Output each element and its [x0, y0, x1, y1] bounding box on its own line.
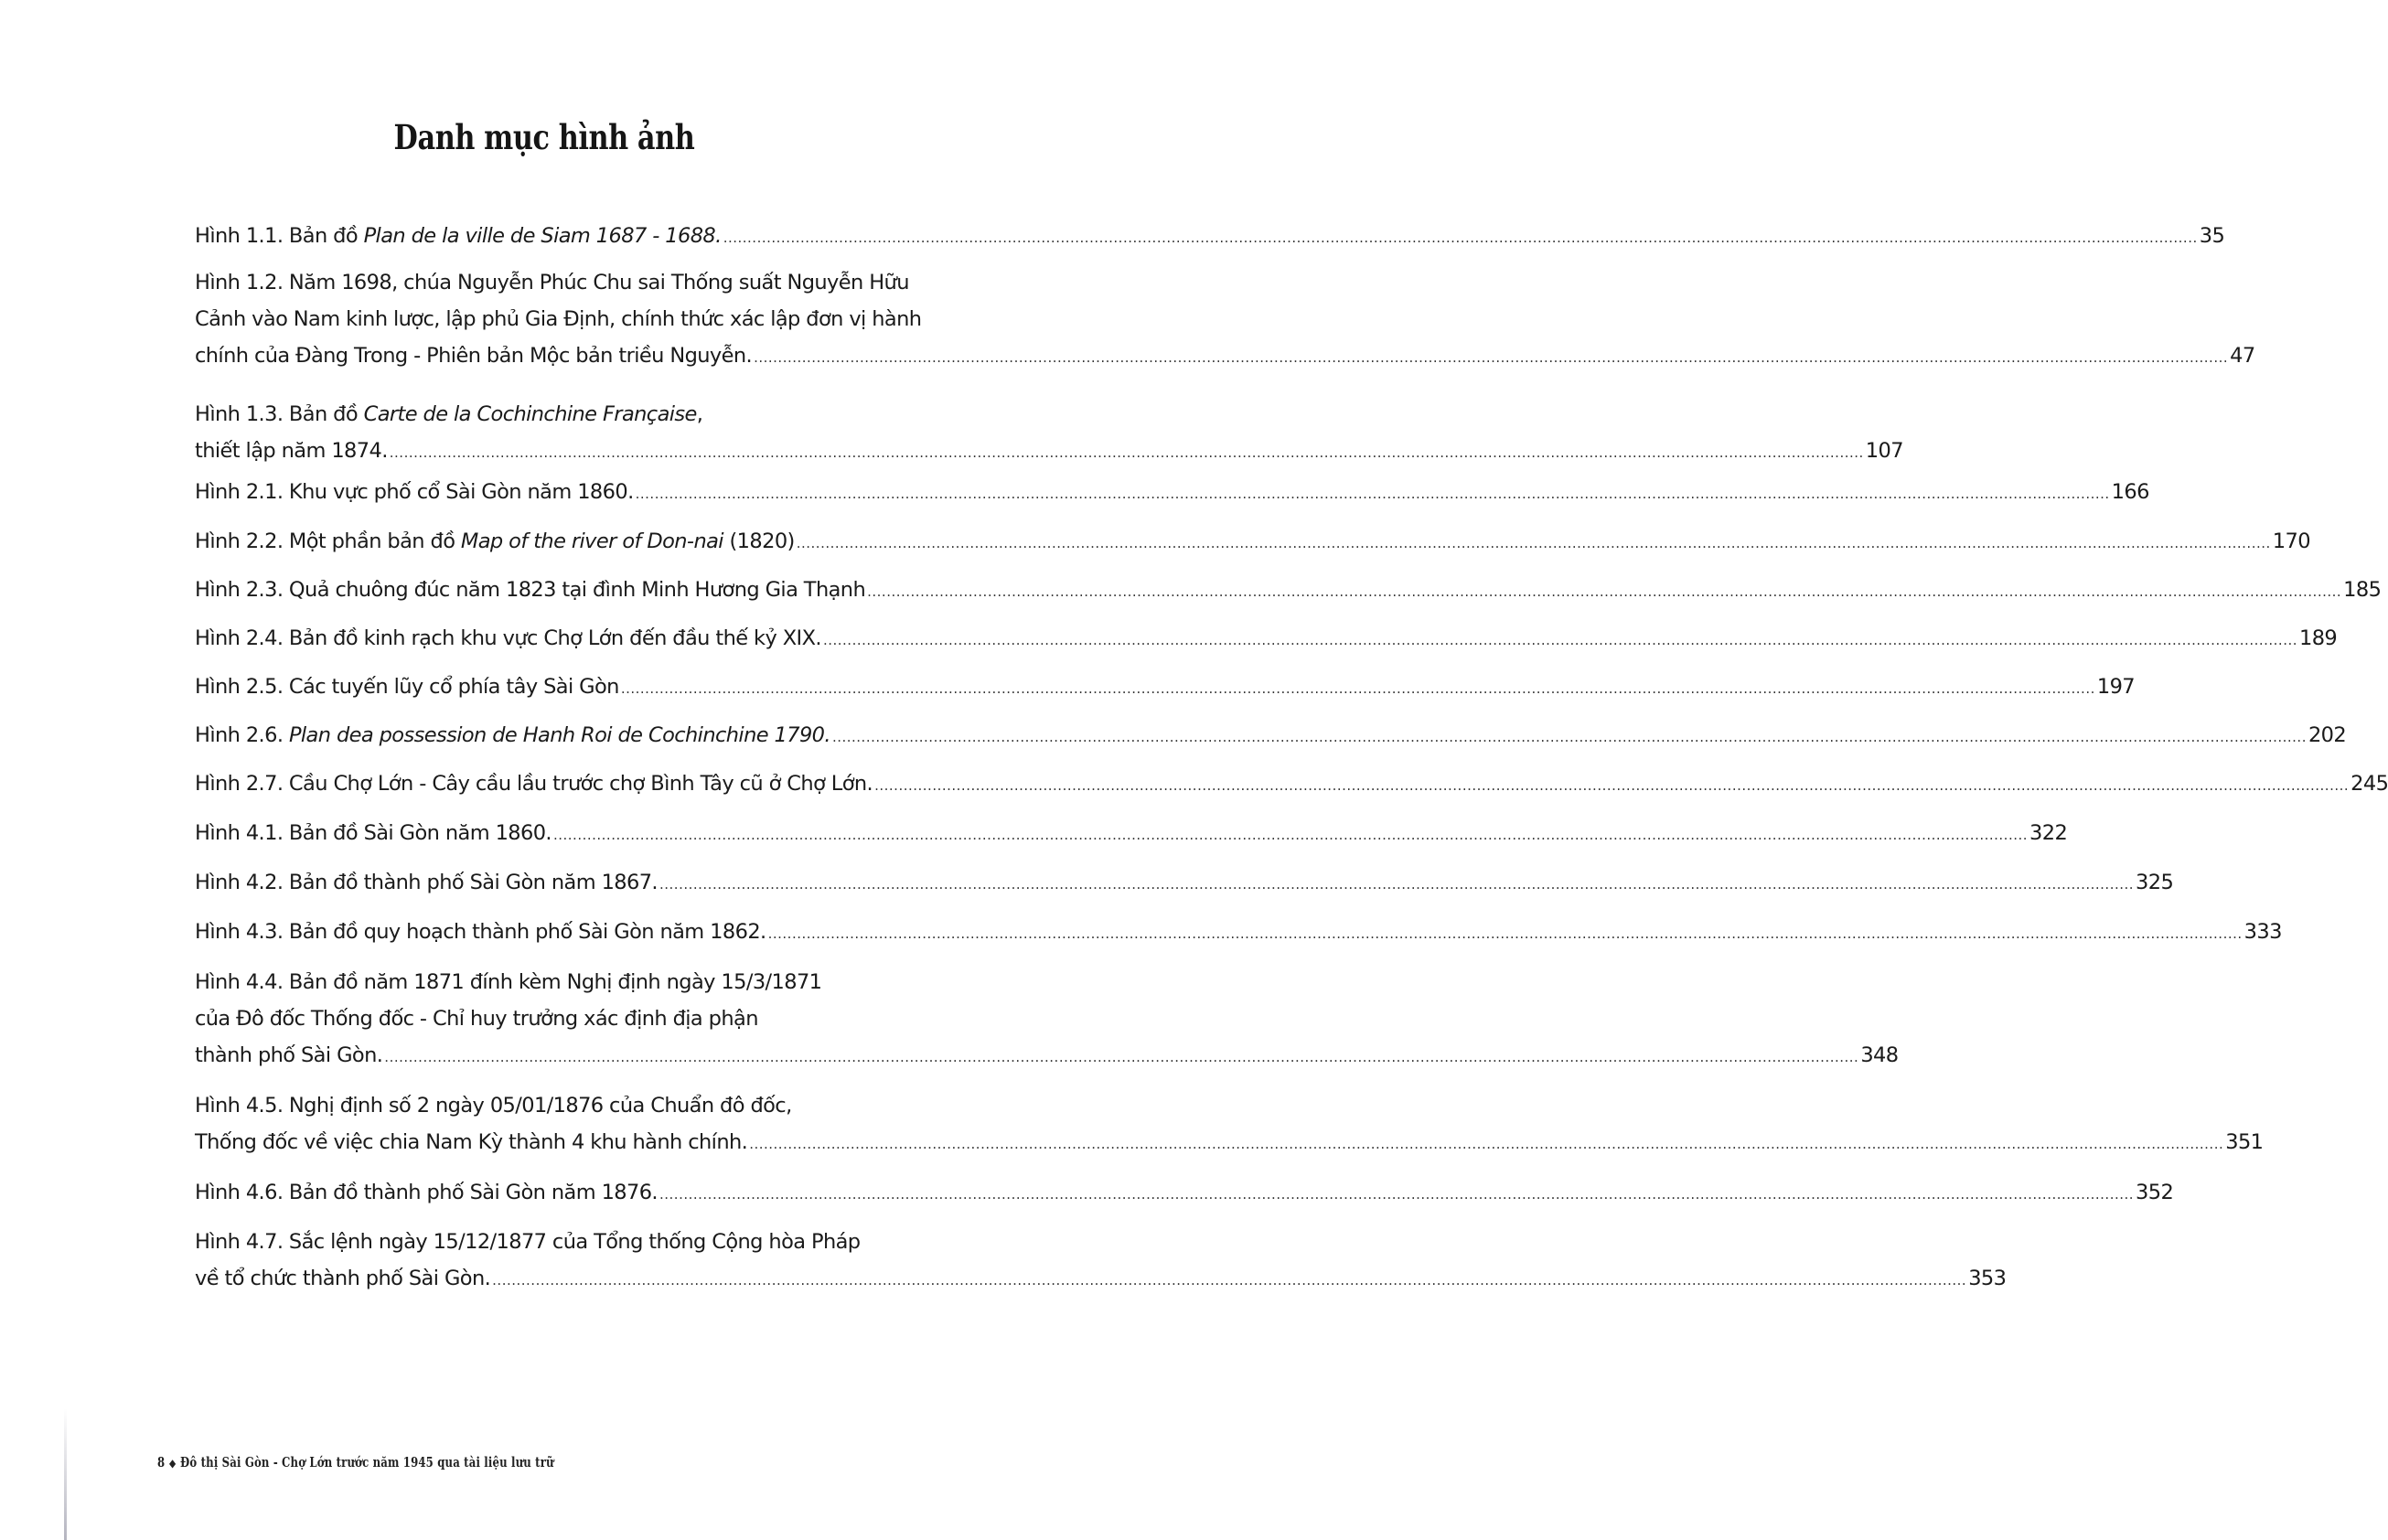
figure-page-number: 197	[2096, 675, 2136, 699]
figure-caption-run: Hình 4.6. Bản đồ thành phố Sài Gòn năm 1876.	[195, 1181, 658, 1204]
page-footer	[157, 1454, 554, 1470]
page-title: Danh mục hình ảnh	[393, 117, 695, 157]
figure-caption-run: (1820)	[723, 529, 795, 553]
dot-leader	[797, 523, 2271, 563]
dot-leader	[390, 433, 1864, 473]
figure-page-number: 47	[2230, 344, 2255, 368]
figure-caption-text	[195, 1258, 490, 1299]
figure-caption-run: Hình 2.5. Các tuyến lũy cổ phía tây Sài Gòn	[195, 675, 619, 699]
figure-caption-run: Hình 2.7. Cầu Chợ Lớn - Cây cầu lầu trước chợ Bình Tây cũ ở Chợ Lớn.	[195, 772, 873, 796]
figure-caption-text	[195, 472, 634, 512]
figure-caption-text	[195, 1230, 860, 1254]
figure-page-number: 166	[2111, 480, 2149, 504]
figure-caption-text	[195, 1007, 758, 1031]
figure-caption-run: Hình 1.1. Bản đồ	[195, 224, 364, 248]
figure-page-number: 170	[2272, 529, 2310, 553]
dot-leader	[823, 620, 2297, 660]
dot-leader	[723, 218, 2198, 258]
figure-caption-text	[195, 521, 795, 561]
figure-caption-italic: Plan dea possession de Hanh Roi de Cochinchine 1790.	[288, 723, 830, 747]
figure-caption-run: Hình 2.2. Một phần bản đồ	[195, 529, 461, 553]
figure-entry-line	[195, 962, 977, 1002]
figure-caption-run: thiết lập năm 1874.	[195, 439, 388, 463]
dot-leader	[754, 337, 2228, 378]
figure-entry-line	[195, 262, 977, 303]
dot-leader	[384, 1037, 1858, 1077]
figure-caption-text	[195, 618, 821, 658]
figure-page-number: 189	[2299, 626, 2338, 650]
footer-book-title: Đô thị Sài Gòn - Chợ Lớn trước năm 1945 qua tài liệu lưu trữ	[180, 1454, 554, 1470]
figure-caption-text	[195, 1035, 382, 1075]
figure-entry-line	[195, 336, 2255, 376]
figure-page-number: 352	[2136, 1181, 2174, 1204]
figure-caption-text	[195, 862, 658, 903]
figure-page-number: 35	[2199, 224, 2225, 248]
figure-caption-text	[195, 336, 752, 376]
figure-page-number: 185	[2343, 578, 2382, 602]
figure-caption-text	[195, 764, 873, 804]
figure-page-number: 351	[2225, 1130, 2264, 1154]
figure-entry-line	[195, 862, 2174, 903]
dot-leader	[659, 1174, 2134, 1214]
figure-caption-text	[195, 1094, 792, 1118]
figure-caption-text	[195, 431, 388, 471]
figure-caption-run: Cảnh vào Nam kinh lược, lập phủ Gia Định, chính thức xác lập đơn vị hành	[195, 307, 922, 331]
figure-page-number: 348	[1860, 1043, 1899, 1067]
figure-caption-text	[195, 216, 722, 256]
figure-caption-run: về tổ chức thành phố Sài Gòn.	[195, 1267, 491, 1290]
figure-entry-line	[195, 431, 1903, 471]
figure-page-number: 333	[2243, 920, 2282, 944]
figure-entry-line	[195, 472, 2149, 512]
figure-entry-line	[195, 999, 977, 1039]
figure-entry-line	[195, 715, 2347, 755]
figure-caption-text	[195, 667, 619, 707]
scan-edge-mark	[64, 1408, 67, 1540]
figure-caption-text	[195, 1122, 747, 1162]
figure-caption-run: Hình 4.5. Nghị định số 2 ngày 05/01/1876 của Chuẩn đô đốc,	[195, 1094, 792, 1118]
figure-caption-run: Thống đốc về việc chia Nam Kỳ thành 4 khu hành chính.	[195, 1130, 748, 1154]
figure-caption-italic: Plan de la ville de Siam 1687 - 1688.	[363, 224, 722, 248]
dot-leader	[553, 815, 2028, 855]
figure-entry-line	[195, 667, 2136, 707]
figure-caption-run: Hình 4.3. Bản đồ quy hoạch thành phố Sài Gòn năm 1862.	[195, 920, 766, 944]
figure-caption-run: của Đô đốc Thống đốc - Chỉ huy trưởng xác định địa phận	[195, 1007, 758, 1031]
dot-leader	[636, 474, 2110, 514]
figure-page-number: 353	[1968, 1267, 2007, 1290]
figure-caption-text	[195, 307, 921, 331]
figure-caption-text	[195, 570, 865, 610]
figure-entry-line	[195, 813, 2068, 853]
figure-entry-line	[195, 912, 2282, 952]
figure-caption-italic: Carte de la Cochinchine Française	[363, 402, 697, 426]
figure-entry-line	[195, 764, 2388, 804]
figure-caption-text	[195, 813, 551, 853]
figure-entry-line	[195, 394, 977, 434]
figure-entry-line	[195, 1122, 2264, 1162]
figure-entry-line	[195, 521, 2310, 561]
dot-leader	[874, 765, 2349, 806]
figure-entry-line	[195, 570, 2382, 610]
figure-entry-line	[195, 1258, 2007, 1299]
dot-leader	[768, 914, 2243, 954]
figure-caption-text	[195, 912, 766, 952]
figure-caption-italic: Map of the river of Don-nai	[460, 529, 723, 553]
figure-caption-run: Hình 2.6.	[195, 723, 289, 747]
figure-caption-run: Hình 2.1. Khu vực phố cổ Sài Gòn năm 1860.	[195, 480, 634, 504]
figure-caption-run: thành phố Sài Gòn.	[195, 1043, 383, 1067]
figure-caption-run: Hình 2.4. Bản đồ kinh rạch khu vực Chợ Lớn đến đầu thế kỷ XIX.	[195, 626, 821, 650]
figure-caption-run: Hình 4.4. Bản đồ năm 1871 đính kèm Nghị định ngày 15/3/1871	[195, 970, 822, 994]
figure-page-number: 325	[2136, 871, 2174, 894]
figure-caption-run: chính của Đàng Trong - Phiên bản Mộc bản triều Nguyễn.	[195, 344, 753, 368]
figure-entry-line	[195, 216, 2225, 256]
figure-entry-line	[195, 1035, 1899, 1075]
figure-caption-run: Hình 1.3. Bản đồ	[195, 402, 364, 426]
figure-caption-text	[195, 402, 702, 426]
figure-entry-line	[195, 1222, 977, 1262]
figure-entry-line	[195, 1085, 977, 1126]
figure-page-number: 107	[1865, 439, 1903, 463]
figure-entry-line	[195, 1172, 2174, 1213]
figure-caption-text	[195, 271, 909, 294]
figure-caption-run: Hình 2.3. Quả chuông đúc năm 1823 tại đình Minh Hương Gia Thạnh	[195, 578, 866, 602]
dot-leader	[492, 1260, 1966, 1300]
figure-page-number: 202	[2308, 723, 2347, 747]
figure-caption-text	[195, 1172, 658, 1213]
figure-caption-text	[195, 970, 821, 994]
figure-caption-run: Hình 4.7. Sắc lệnh ngày 15/12/1877 của Tổng thống Cộng hòa Pháp	[195, 1230, 861, 1254]
diamond-icon: ◆	[168, 1457, 177, 1470]
dot-leader	[621, 668, 2095, 709]
figure-entry-line	[195, 299, 977, 339]
figure-caption-run: Hình 1.2. Năm 1698, chúa Nguyễn Phúc Chu sai Thống suất Nguyễn Hữu	[195, 271, 909, 294]
dot-leader	[749, 1124, 2223, 1164]
figure-caption-run: Hình 4.2. Bản đồ thành phố Sài Gòn năm 1867.	[195, 871, 658, 894]
dot-leader	[832, 717, 2307, 757]
figure-caption-run: Hình 4.1. Bản đồ Sài Gòn năm 1860.	[195, 821, 551, 845]
figure-page-number: 322	[2029, 821, 2068, 845]
figure-page-number: 245	[2351, 772, 2388, 796]
dot-leader	[659, 864, 2134, 904]
footer-page-number: 8	[157, 1454, 166, 1470]
dot-leader	[867, 572, 2341, 612]
figure-entry-line	[195, 618, 2338, 658]
figure-caption-run: ,	[696, 402, 703, 426]
figure-caption-text	[195, 715, 830, 755]
